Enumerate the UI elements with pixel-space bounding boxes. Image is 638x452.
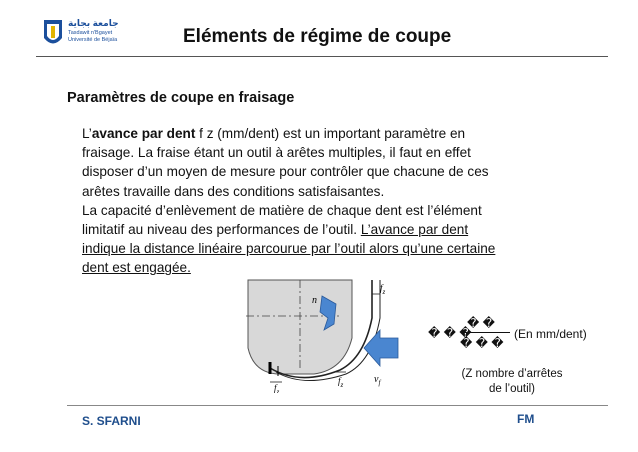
paragraph-line-2: fraisage. La fraise étant un outil à arêtes multiples, il faut en effet — [82, 145, 471, 161]
paragraph-line-6 — [82, 220, 552, 239]
text-fragment: f z (mm/dent) est un important paramètre en — [195, 126, 466, 141]
logo-kabyle-name: Tasdawit n'Bgayet — [68, 30, 113, 36]
footer-author: S. SFARNI — [82, 414, 141, 428]
slide-title: Eléments de régime de coupe — [183, 26, 452, 47]
z-note-line-2: de l’outil) — [488, 383, 536, 395]
text-fragment: limitatif au niveau des performances de l’outil. — [82, 222, 361, 238]
label-fz-middle: $f_z$ — [338, 376, 344, 389]
university-logo — [42, 18, 142, 52]
z-definition-note — [452, 367, 572, 397]
formula-lhs: � � � — [428, 326, 472, 340]
milling-feed-per-tooth-diagram — [240, 278, 400, 393]
paragraph-line-5: La capacité d’enlèvement de matière de chaque dent est l’élément — [82, 202, 482, 218]
underlined-definition-start: L’avance par dent — [360, 222, 469, 238]
footer-divider — [67, 405, 608, 406]
title-divider — [36, 56, 608, 57]
z-note-line-1: (Z nombre d’arrêtes — [461, 368, 563, 380]
label-n: n — [312, 295, 317, 306]
logo-arabic-name: جامعة بجاية — [68, 18, 119, 28]
section-subtitle: Paramètres de coupe en fraisage — [67, 90, 295, 106]
body-paragraph — [82, 124, 552, 278]
paragraph-line-3: disposer d’un moyen de mesure pour contrôler que chacune de ces — [82, 164, 489, 180]
logo-french-name: Université de Béjaïa — [68, 37, 118, 43]
milling-cutter-shape — [248, 280, 352, 374]
formula-numerator: � � — [467, 316, 495, 330]
footer-tag: FM — [517, 412, 535, 426]
formula-unit: (En mm/dent) — [514, 327, 587, 341]
paragraph-line-1 — [82, 124, 552, 143]
text-fragment: L’ — [82, 126, 92, 141]
label-fz-top: $f_z$ — [380, 283, 386, 296]
formula-denominator: � � � — [460, 336, 504, 350]
university-emblem-icon — [42, 18, 64, 50]
paragraph-line-4: arêtes travaille dans des conditions satisfaisantes. — [82, 183, 385, 199]
avance-par-dent-term: avance par dent — [91, 126, 196, 141]
feed-direction-arrow-icon — [364, 330, 398, 366]
fraction-bar — [462, 332, 510, 333]
label-vf: $v_f$ — [374, 374, 381, 387]
label-fz-bottom: $f_z$ — [274, 383, 280, 393]
paragraph-line-8: dent est engagée. — [82, 260, 191, 276]
feed-per-tooth-formula — [420, 318, 600, 358]
paragraph-line-7: indique la distance linéaire parcourue par l’outil alors qu’une certaine — [82, 241, 496, 257]
